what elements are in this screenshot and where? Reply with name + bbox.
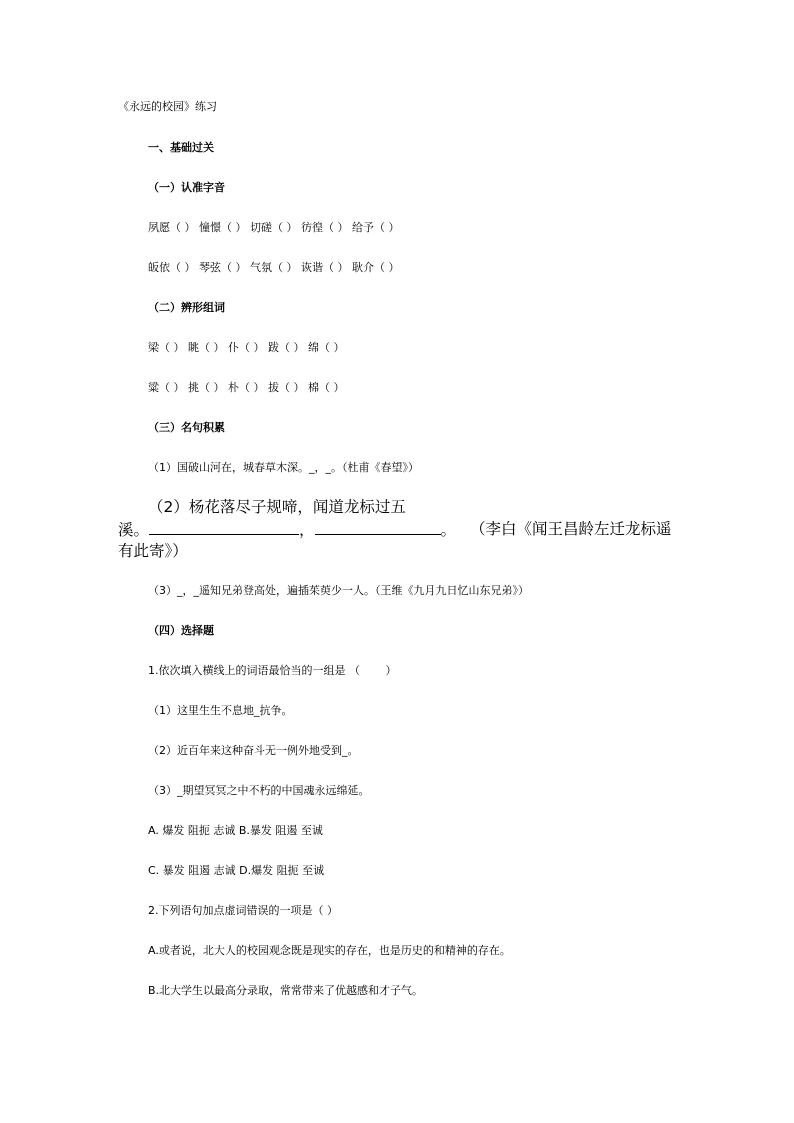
- pronunciation-row-1: 夙愿（ ） 憧憬（ ） 切磋（ ） 彷徨（ ） 给予（ ）: [148, 221, 400, 234]
- word-formation-row-1: 梁（ ） 眺（ ） 仆（ ） 跋（ ） 绵（ ）: [148, 341, 345, 354]
- question-1-item-1: （1）这里生生不息地_抗争。: [148, 704, 293, 717]
- question-3-2-source-cont: 有此寄》）: [118, 542, 188, 560]
- answer-blank-2[interactable]: [315, 519, 441, 535]
- question-1-options-cd: C. 暴发 阻遏 志诚 D.爆发 阻扼 至诚: [148, 864, 325, 877]
- question-1-item-2: （2）近百年来这种奋斗无一例外地受到_。: [148, 744, 359, 757]
- question-3-2-start: 溪。: [118, 521, 150, 539]
- question-3-2-source: （李白《闻王昌龄左迁龙标遥: [470, 520, 672, 538]
- answer-blank-1[interactable]: [149, 519, 299, 535]
- pronunciation-row-2: 皈依（ ） 琴弦（ ） 气氛（ ） 诙谐（ ） 耿介（ ）: [148, 261, 400, 274]
- question-3-2-comma: ，: [299, 521, 315, 539]
- subheading-famous-lines: （三）名句积累: [148, 421, 225, 434]
- word-formation-row-2: 粱（ ） 挑（ ） 朴（ ） 拔（ ） 棉（ ）: [148, 381, 345, 394]
- question-3-2-end: 。: [440, 521, 457, 539]
- document-title: 《永远的校园》练习: [118, 100, 217, 113]
- question-3-2-line-2: [118, 519, 456, 540]
- subheading-word-formation: （二）辨形组词: [148, 301, 225, 314]
- subheading-multiple-choice: （四）选择题: [148, 624, 214, 637]
- question-3-1: （1）国破山河在，城春草木深。_，_。（杜甫《春望》）: [148, 461, 419, 474]
- question-2-option-b: B.北大学生以最高分录取，常常带来了优越感和才子气。: [148, 984, 424, 997]
- question-1-item-3: （3）_期望冥冥之中不朽的中国魂永远绵延。: [148, 784, 370, 797]
- question-1-options-ab: A. 爆发 阻扼 志诚 B.暴发 阻遏 至诚: [148, 824, 323, 837]
- section-heading-basics: 一、基础过关: [148, 141, 214, 154]
- question-1: 1.依次填入横线上的词语最恰当的一组是 （ ）: [148, 664, 397, 677]
- question-3-3: （3）_，_遥知兄弟登高处，遍插茱萸少一人。（王维《九月九日忆山东兄弟》）: [148, 584, 529, 597]
- question-3-2-line-1: （2）杨花落尽子规啼，闻道龙标过五: [148, 498, 406, 516]
- question-2: 2.下列语句加点虚词错误的一项是（ ）: [148, 904, 338, 917]
- question-2-option-a: A.或者说，北大人的校园观念既是现实的存在，也是历史的和精神的存在。: [148, 944, 511, 957]
- subheading-pronunciation: （一）认准字音: [148, 181, 225, 194]
